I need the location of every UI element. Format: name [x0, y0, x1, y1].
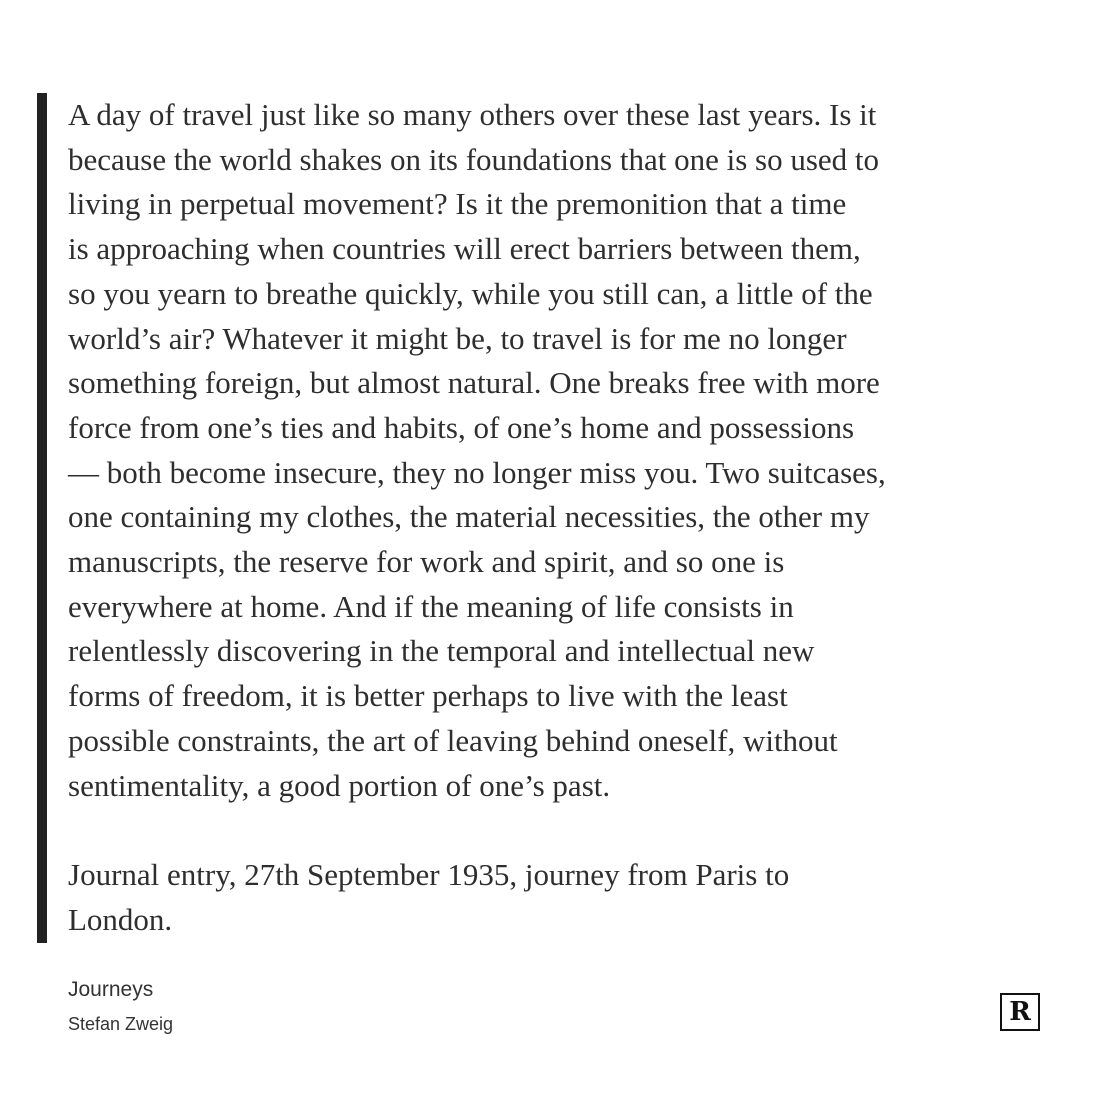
paragraph-gap	[68, 808, 1028, 853]
quote-line: possible constraints, the art of leaving behind oneself, without	[68, 722, 838, 758]
quote-line: one containing my clothes, the material necessities, the other my	[68, 499, 870, 535]
quote-bar	[37, 93, 47, 943]
quote-line: relentlessly discovering in the temporal and intellectual new	[68, 633, 815, 669]
source-line: London.	[68, 901, 173, 937]
brand-logo-icon	[1000, 993, 1040, 1031]
quote-line: something foreign, but almost natural. One breaks free with more	[68, 365, 880, 401]
quote-line: everywhere at home. And if the meaning of life consists in	[68, 588, 794, 624]
quote-line: sentimentality, a good portion of one’s past.	[68, 767, 611, 803]
quote-line: living in perpetual movement? Is it the premonition that a time	[68, 186, 847, 222]
book-title: Journeys	[68, 978, 154, 1001]
quote-line: forms of freedom, it is better perhaps to live with the least	[68, 678, 788, 714]
quote-line: is approaching when countries will erect barriers between them,	[68, 231, 861, 267]
quote-block	[68, 93, 1028, 942]
quote-line: A day of travel just like so many others over these last years. Is it	[68, 97, 877, 132]
quote-line: — both become insecure, they no longer miss you. Two suitcases,	[68, 454, 886, 490]
source-line: Journal entry, 27th September 1935, journey from Paris to	[68, 856, 790, 892]
quote-line: force from one’s ties and habits, of one’s home and possessions	[68, 409, 855, 445]
quote-line: world’s air? Whatever it might be, to travel is for me no longer	[68, 320, 847, 356]
quote-line: because the world shakes on its foundations that one is so used to	[68, 141, 880, 177]
book-author: Stefan Zweig	[68, 1014, 174, 1034]
quote-line: so you yearn to breathe quickly, while you still can, a little of the	[68, 275, 873, 311]
quote-line: manuscripts, the reserve for work and spirit, and so one is	[68, 544, 785, 580]
logo-letter: R	[1009, 997, 1031, 1027]
